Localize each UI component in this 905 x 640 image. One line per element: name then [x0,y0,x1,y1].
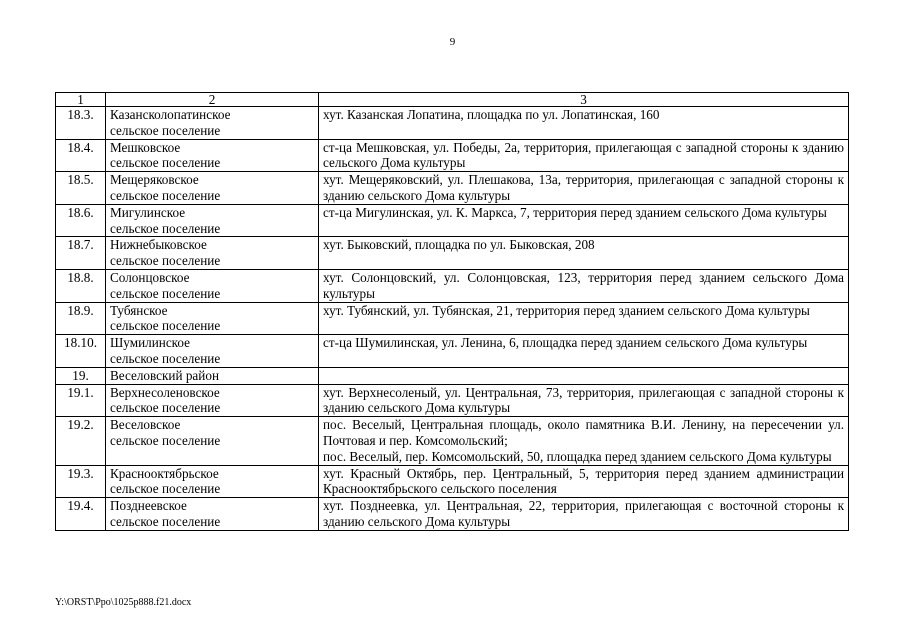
header-col-1: 1 [56,93,106,107]
location-description [319,335,849,368]
row-number: 19.2. [56,417,106,465]
location-line: ст-ца Мигулинская, ул. К. Маркса, 7, территория перед зданием сельского Дома культуры [323,204,827,220]
settlement-name-line: сельское поселение [110,122,221,138]
row-number: 19.4. [56,498,106,531]
row-number: 18.10. [56,335,106,368]
location-line: хут. Солонцовский, ул. Солонцовская, 123, территория перед зданием сельского Дома культуры [323,269,844,301]
settlement-name-line: Краснооктябрьское [110,465,219,481]
settlement-name [106,367,319,384]
row-number: 18.6. [56,204,106,237]
location-description [319,384,849,417]
location-description [319,498,849,531]
settlement-name [106,172,319,205]
row-number: 18.4. [56,139,106,172]
location-description [319,417,849,465]
location-line: хут. Мещеряковский, ул. Плешакова, 13а, территория, прилегающая с западной стороны к зданию сельского Дома культуры [323,172,844,203]
settlement-name-line: сельское поселение [110,350,221,366]
location-description [319,139,849,172]
location-line: хут. Верхнесоленый, ул. Центральная, 73, территория, прилегающая с западной стороны к зданию сельского Дома культуры [323,384,844,416]
table-row [56,384,849,417]
row-number: 18.3. [56,107,106,140]
table-row [56,465,849,498]
settlement-name-line: Мешковское [110,139,181,155]
settlement-name [106,269,319,302]
settlement-name-line: сельское поселение [110,155,221,171]
settlement-name-line: Казансколопатинское [110,107,231,122]
settlement-name-line: Шумилинское [110,335,191,351]
settlement-name-line: Веселовское [110,417,181,433]
table-row [56,302,849,335]
settlement-name-line: сельское поселение [110,187,221,203]
settlement-name [106,335,319,368]
location-line: ст-ца Шумилинская, ул. Ленина, 6, площадка перед зданием сельского Дома культуры [323,335,808,351]
settlement-name-line: сельское поселение [110,220,221,236]
settlement-name-line: Тубянское [110,302,168,318]
settlement-name-line: сельское поселение [110,318,221,334]
settlement-name-line: Мигулинское [110,204,186,220]
settlement-name [106,107,319,140]
settlement-name-line: сельское поселение [110,400,221,416]
location-description [319,237,849,270]
table-row [56,204,849,237]
settlement-name-line: Нижнебыковское [110,237,207,253]
settlement-name [106,204,319,237]
location-line: хут. Красный Октябрь, пер. Центральный, 5, территория перед зданием администрации Краснооктябрьского сельского поселения [323,465,844,497]
table-row [56,498,849,531]
page-number: 9 [449,36,456,48]
settlement-name-line: сельское поселение [110,481,221,497]
settlement-name [106,465,319,498]
settlement-name-line: сельское поселение [110,432,221,448]
table-body [56,107,849,531]
settlement-name [106,384,319,417]
settlement-name [106,302,319,335]
table-row [56,172,849,205]
location-description [319,204,849,237]
settlement-name [106,498,319,531]
settlement-name-line: Солонцовское [110,269,190,285]
row-number: 18.8. [56,269,106,302]
settlement-name-line: Веселовский район [110,367,219,383]
table-row [56,237,849,270]
settlement-name [106,139,319,172]
header-col-2: 2 [106,93,319,107]
settlement-name [106,237,319,270]
row-number: 18.7. [56,237,106,270]
location-description [319,367,849,384]
location-line: хут. Тубянский, ул. Тубянская, 21, территория перед зданием сельского Дома культуры [323,302,810,318]
table-row [56,335,849,368]
row-number: 19.3. [56,465,106,498]
location-line: пос. Веселый, Центральная площадь, около памятника В.И. Ленину, на пересечении ул. Почтовая и пер. Комсомольский; [323,417,844,448]
table-row [56,367,849,384]
location-description [319,302,849,335]
table-header-row [56,93,849,107]
settlement-name [106,417,319,465]
location-line: ст-ца Мешковская, ул. Победы, 2а, территория, прилегающая с западной стороны к зданию сельского Дома культуры [323,139,844,171]
location-line: хут. Быковский, площадка по ул. Быковская, 208 [323,237,595,253]
location-description [319,465,849,498]
row-number: 19.1. [56,384,106,417]
row-number: 18.9. [56,302,106,335]
settlement-name-line: сельское поселение [110,285,221,301]
settlement-name-line: Верхнесоленовское [110,384,220,400]
table-row [56,139,849,172]
settlement-name-line: сельское поселение [110,253,221,269]
location-description [319,172,849,205]
settlement-name-line: Мещеряковское [110,172,199,188]
settlements-table [55,92,849,531]
table-row [56,107,849,140]
row-number: 18.5. [56,172,106,205]
row-number: 19. [56,367,106,384]
table-row [56,269,849,302]
file-path-footer: Y:\ORST\Ppo\1025p888.f21.docx [55,597,192,608]
header-col-3: 3 [319,93,849,107]
location-line: хут. Позднеевка, ул. Центральная, 22, территория, прилегающая с восточной стороны к зданию сельского Дома культуры [323,498,844,529]
location-line: хут. Казанская Лопатина, площадка по ул. Лопатинская, 160 [323,107,660,122]
location-description [319,269,849,302]
settlement-name-line: Позднеевское [110,498,187,514]
settlement-name-line: сельское поселение [110,513,221,529]
location-description [319,107,849,140]
table-row [56,417,849,465]
location-line: пос. Веселый, пер. Комсомольский, 50, площадка перед зданием сельского Дома культуры [323,448,832,464]
